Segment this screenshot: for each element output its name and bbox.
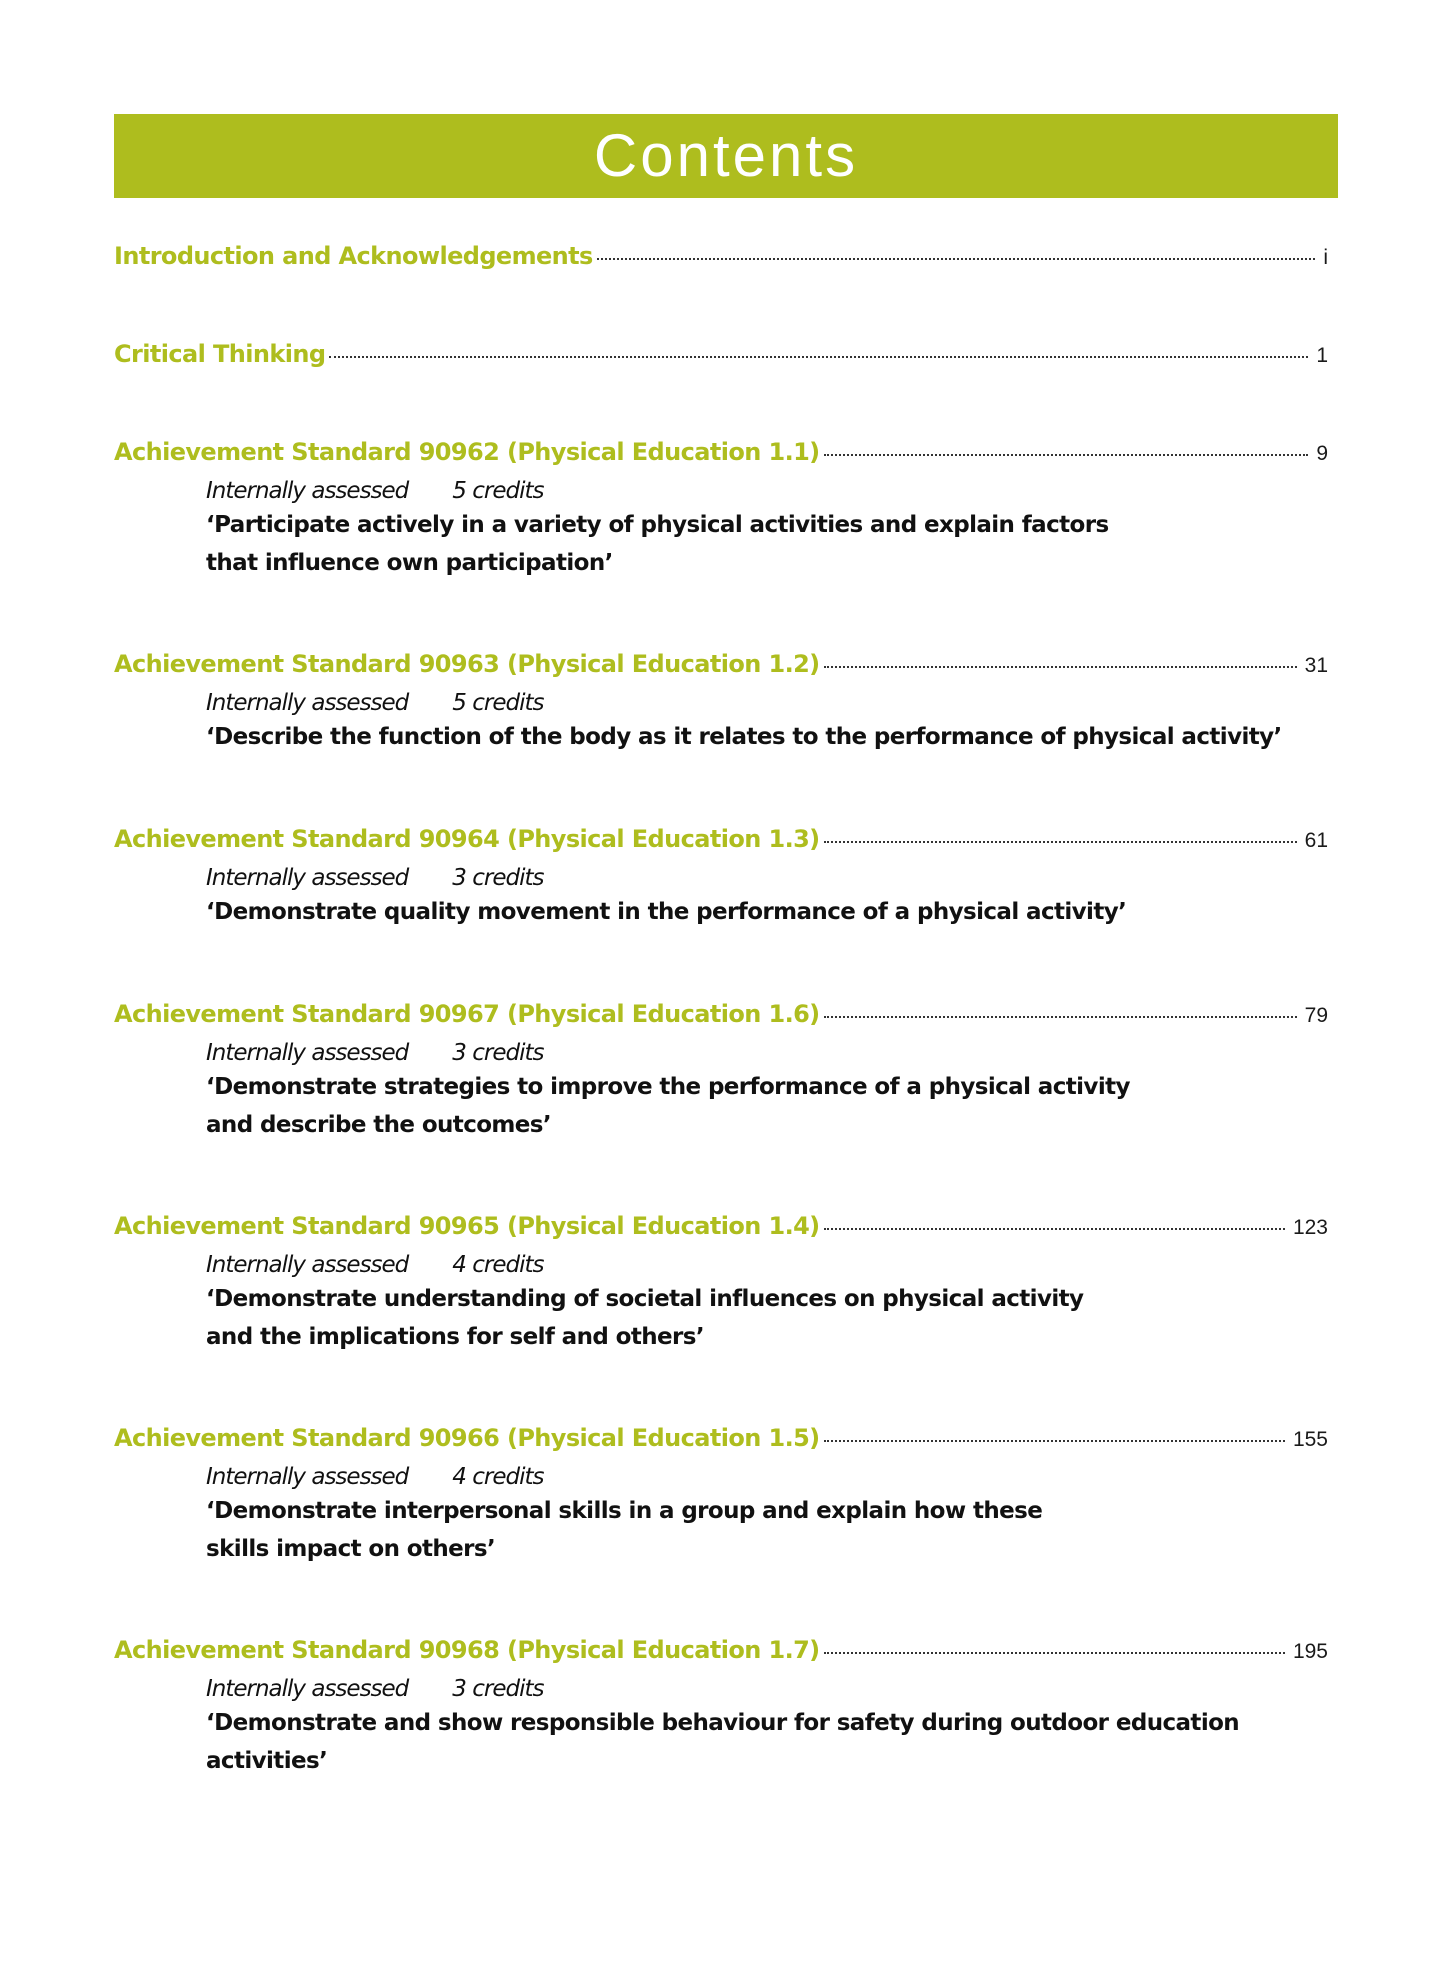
dot-leader bbox=[824, 1228, 1285, 1230]
dot-leader bbox=[824, 666, 1297, 668]
credits-value: 5 credits bbox=[452, 478, 544, 504]
dot-leader bbox=[597, 258, 1316, 260]
contents-banner bbox=[114, 114, 1338, 198]
description-line: skills impact on others’ bbox=[206, 1536, 496, 1562]
toc-entry-header[interactable] bbox=[114, 242, 1328, 276]
toc-entry[interactable] bbox=[114, 1424, 1328, 1568]
toc-entry-header[interactable] bbox=[114, 438, 1328, 472]
description-line: ‘Demonstrate strategies to improve the performance of a physical activity bbox=[206, 1074, 1130, 1100]
toc-entry-header[interactable] bbox=[114, 1000, 1328, 1034]
credits-value: 4 credits bbox=[452, 1252, 544, 1278]
toc-entry-title[interactable]: Achievement Standard 90963 (Physical Education 1.2) bbox=[114, 650, 820, 678]
standard-description bbox=[206, 893, 1328, 931]
toc-entry-header[interactable] bbox=[114, 825, 1328, 859]
standard-description bbox=[206, 1068, 1328, 1144]
toc-entry-title[interactable]: Achievement Standard 90967 (Physical Education 1.6) bbox=[114, 1000, 820, 1028]
description-line: activities’ bbox=[206, 1748, 328, 1774]
toc-page-number: 79 bbox=[1304, 1004, 1328, 1027]
toc-entry-title[interactable]: Achievement Standard 90965 (Physical Education 1.4) bbox=[114, 1212, 820, 1240]
standard-description bbox=[206, 1704, 1328, 1780]
toc-page-number: 155 bbox=[1292, 1428, 1328, 1451]
dot-leader bbox=[824, 1440, 1285, 1442]
toc-page-number: 1 bbox=[1316, 344, 1328, 367]
toc-entry-title[interactable]: Achievement Standard 90964 (Physical Education 1.3) bbox=[114, 825, 820, 853]
description-line: ‘Describe the function of the body as it relates to the performance of physical activity’ bbox=[206, 724, 1282, 750]
toc-entry-title[interactable]: Critical Thinking bbox=[114, 340, 326, 368]
standard-description bbox=[206, 1492, 1328, 1568]
toc-entry-title[interactable]: Achievement Standard 90968 (Physical Education 1.7) bbox=[114, 1636, 820, 1664]
toc-entry[interactable] bbox=[114, 242, 1328, 276]
toc-page-number: 9 bbox=[1316, 442, 1328, 465]
dot-leader bbox=[824, 841, 1297, 843]
standard-description bbox=[206, 506, 1328, 582]
assessment-type: Internally assessed bbox=[206, 1676, 409, 1702]
toc-entry-header[interactable] bbox=[114, 1424, 1328, 1458]
toc-entry[interactable] bbox=[114, 1636, 1328, 1780]
assessment-info bbox=[206, 1674, 1328, 1704]
assessment-type: Internally assessed bbox=[206, 478, 409, 504]
assessment-info bbox=[206, 476, 1328, 506]
toc-entry[interactable] bbox=[114, 438, 1328, 582]
description-line: ‘Demonstrate understanding of societal influences on physical activity bbox=[206, 1286, 1084, 1312]
toc-entry-title[interactable]: Introduction and Acknowledgements bbox=[114, 242, 593, 270]
assessment-type: Internally assessed bbox=[206, 1252, 409, 1278]
assessment-type: Internally assessed bbox=[206, 690, 409, 716]
toc-entry[interactable] bbox=[114, 825, 1328, 931]
dot-leader bbox=[824, 1016, 1297, 1018]
description-line: ‘Demonstrate interpersonal skills in a group and explain how these bbox=[206, 1498, 1043, 1524]
assessment-info bbox=[206, 688, 1328, 718]
credits-value: 3 credits bbox=[452, 865, 544, 891]
toc-entry-header[interactable] bbox=[114, 340, 1328, 374]
credits-value: 3 credits bbox=[452, 1040, 544, 1066]
toc-entry-header[interactable] bbox=[114, 1636, 1328, 1670]
toc-page-number: i bbox=[1323, 246, 1328, 269]
credits-value: 3 credits bbox=[452, 1676, 544, 1702]
toc-page-number: 123 bbox=[1292, 1216, 1328, 1239]
dot-leader bbox=[824, 454, 1309, 456]
page-title: Contents bbox=[593, 122, 859, 189]
description-line: ‘Participate actively in a variety of physical activities and explain factors bbox=[206, 512, 1109, 538]
dot-leader bbox=[329, 356, 1308, 358]
assessment-type: Internally assessed bbox=[206, 1040, 409, 1066]
toc-entry[interactable] bbox=[114, 1000, 1328, 1144]
toc-entry-title[interactable]: Achievement Standard 90962 (Physical Education 1.1) bbox=[114, 438, 820, 466]
assessment-info bbox=[206, 1038, 1328, 1068]
dot-leader bbox=[824, 1652, 1285, 1654]
toc-entry[interactable] bbox=[114, 1212, 1328, 1356]
assessment-type: Internally assessed bbox=[206, 1464, 409, 1490]
credits-value: 5 credits bbox=[452, 690, 544, 716]
assessment-info bbox=[206, 1250, 1328, 1280]
toc-page-number: 31 bbox=[1304, 654, 1328, 677]
assessment-info bbox=[206, 863, 1328, 893]
toc-entry-header[interactable] bbox=[114, 650, 1328, 684]
toc-entry[interactable] bbox=[114, 650, 1328, 756]
assessment-info bbox=[206, 1462, 1328, 1492]
toc-page-number: 195 bbox=[1292, 1640, 1328, 1663]
description-line: and the implications for self and others’ bbox=[206, 1324, 704, 1350]
toc-entry-title[interactable]: Achievement Standard 90966 (Physical Education 1.5) bbox=[114, 1424, 820, 1452]
credits-value: 4 credits bbox=[452, 1464, 544, 1490]
toc-entry[interactable] bbox=[114, 340, 1328, 374]
assessment-type: Internally assessed bbox=[206, 865, 409, 891]
description-line: ‘Demonstrate and show responsible behaviour for safety during outdoor education bbox=[206, 1710, 1240, 1736]
standard-description bbox=[206, 1280, 1328, 1356]
description-line: that influence own participation’ bbox=[206, 550, 613, 576]
description-line: ‘Demonstrate quality movement in the performance of a physical activity’ bbox=[206, 899, 1127, 925]
toc-entry-header[interactable] bbox=[114, 1212, 1328, 1246]
description-line: and describe the outcomes’ bbox=[206, 1112, 552, 1138]
toc-page-number: 61 bbox=[1304, 829, 1328, 852]
standard-description bbox=[206, 718, 1328, 756]
